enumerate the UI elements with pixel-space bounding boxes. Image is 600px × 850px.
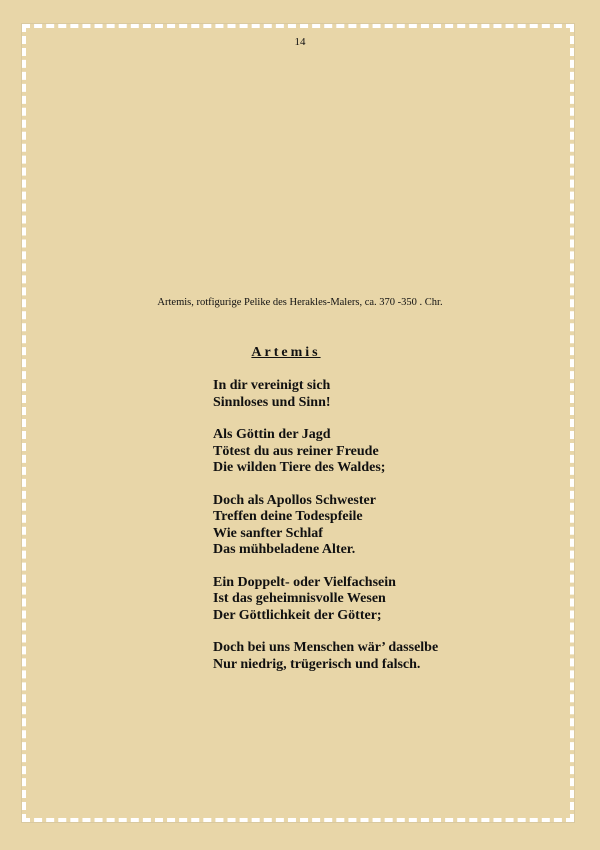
stanza-2 — [213, 427, 438, 477]
stanza-3 — [213, 493, 438, 559]
poem-line: Ist das geheimnisvolle Wesen — [213, 591, 386, 606]
poem-line: Wie sanfter Schlaf — [213, 525, 323, 541]
poem-line: Ein Doppelt- oder Vielfachsein — [213, 574, 396, 590]
stanza-5 — [213, 640, 438, 673]
image-caption: Artemis, rotfigurige Pelike des Herakles-Malers, ca. 370 -350 . Chr. — [157, 297, 443, 308]
poem-title: Artemis — [251, 345, 321, 360]
poem-line: Die wilden Tiere des Waldes; — [213, 460, 386, 475]
poem-line: In dir vereinigt sich — [213, 378, 331, 393]
stanza-4 — [213, 575, 438, 625]
stanza-1 — [213, 378, 438, 411]
poem-line: Das mühbeladene Alter. — [213, 542, 356, 557]
page-number: 14 — [294, 36, 306, 48]
poem-line: Doch als Apollos Schwester — [213, 492, 376, 508]
poem-line: Treffen deine Todespfeile — [213, 509, 363, 524]
poem-line: Sinnloses und Sinn! — [213, 394, 331, 410]
poem-line: Der Göttlichkeit der Götter; — [213, 607, 382, 623]
poem-line: Nur niedrig, trügerisch und falsch. — [213, 656, 421, 672]
poem-line: Als Göttin der Jagd — [213, 427, 331, 442]
poem-line: Doch bei uns Menschen wär’ dasselbe — [213, 640, 439, 655]
poem-body — [213, 378, 438, 689]
poem-line: Tötest du aus reiner Freude — [213, 443, 379, 459]
